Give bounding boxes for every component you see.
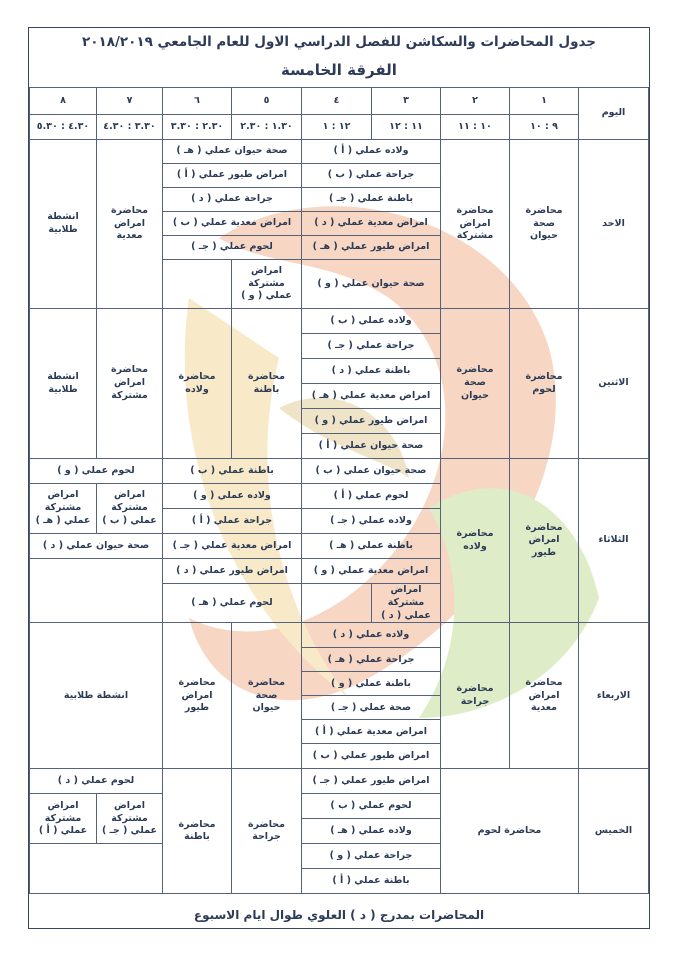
section-cell: جراحة عملي ( جـ ) bbox=[302, 334, 441, 359]
section-cell: لحوم عملي ( ب ) bbox=[302, 794, 441, 819]
day-monday: الاثنين bbox=[579, 309, 649, 459]
period-time: ١٠ : ١١ bbox=[441, 115, 510, 140]
section-cell: باطنة عملي ( و ) bbox=[302, 672, 441, 696]
empty-cell bbox=[302, 584, 372, 623]
section-cell: امراض معدية عملي ( هـ ) bbox=[302, 384, 441, 409]
section-cell: باطنة عملي ( أ ) bbox=[302, 869, 441, 894]
section-cell: امراض طيور عملي ( ب ) bbox=[302, 744, 441, 769]
section-cell: امراض طيور عملي ( د ) bbox=[163, 559, 302, 584]
section-cell: امراض مشتركة عملي ( هـ ) bbox=[30, 484, 97, 534]
period-time: ٣.٣٠ : ٤.٣٠ bbox=[97, 115, 163, 140]
section-cell: امراض معدية عملي ( و ) bbox=[302, 559, 441, 584]
lecture-cell: محاضرة صحة حيوان bbox=[510, 140, 579, 309]
period-header: ٣ bbox=[372, 88, 441, 115]
section-cell: لحوم عملي ( و ) bbox=[30, 459, 163, 484]
lecture-cell: محاضرة امراض مشتركة bbox=[441, 140, 510, 309]
period-header: ٦ bbox=[163, 88, 232, 115]
section-cell: باطنة عملي ( هـ ) bbox=[302, 534, 441, 559]
section-cell: امراض مشتركة عملي ( و ) bbox=[232, 260, 302, 309]
section-cell: ولاده عملي ( د ) bbox=[302, 623, 441, 648]
section-cell: امراض طيور عملي ( أ ) bbox=[163, 164, 302, 188]
period-header: ٧ bbox=[97, 88, 163, 115]
section-cell: امراض مشتركة عملي ( ب ) bbox=[97, 484, 163, 534]
section-cell: لحوم عملي ( أ ) bbox=[302, 484, 441, 509]
lecture-cell: محاضرة صحة حيوان bbox=[441, 309, 510, 459]
period-header: ٥ bbox=[232, 88, 302, 115]
section-cell: باطنة عملي ( ب ) bbox=[163, 459, 302, 484]
page-title: جدول المحاضرات والسكاشن للفصل الدراسي الاول للعام الجامعي ٢٠١٨/٢٠١٩ bbox=[82, 34, 596, 50]
section-cell: امراض طيور عملي ( هـ ) bbox=[302, 236, 441, 260]
section-cell: ولاده عملي ( أ ) bbox=[302, 140, 441, 164]
lecture-cell: محاضرة ولاده bbox=[163, 309, 232, 459]
class-year-title: الفرقة الخامسة bbox=[281, 61, 397, 79]
section-cell: لحوم عملي ( د ) bbox=[30, 769, 163, 794]
empty-cell bbox=[30, 559, 163, 623]
section-cell: امراض معدية عملي ( جـ ) bbox=[163, 534, 302, 559]
day-sunday: الاحد bbox=[579, 140, 649, 309]
lecture-cell: محاضرة لحوم bbox=[441, 769, 579, 894]
lecture-cell: محاضرة جراحة bbox=[232, 769, 302, 894]
section-cell: صحة حيوان عملي ( و ) bbox=[302, 260, 441, 309]
lecture-cell: محاضرة باطنة bbox=[232, 309, 302, 459]
period-time: ١.٣٠ : ٢.٣٠ bbox=[232, 115, 302, 140]
period-header: ٨ bbox=[30, 88, 97, 115]
empty-cell bbox=[163, 260, 232, 309]
footer-note: المحاضرات بمدرج ( د ) العلوي طوال ايام الاسبوع bbox=[193, 908, 485, 922]
lecture-cell: محاضرة امراض طيور bbox=[163, 623, 232, 769]
section-cell: صحة عملي ( جـ ) bbox=[302, 696, 441, 720]
lecture-cell: محاضرة امراض معدية bbox=[97, 140, 163, 309]
section-cell: جراحة عملي ( هـ ) bbox=[302, 648, 441, 672]
day-column-header: اليوم bbox=[579, 88, 649, 140]
period-header: ٤ bbox=[302, 88, 372, 115]
activities-cell: انشطة طلابية bbox=[30, 309, 97, 459]
section-cell: لحوم عملي ( هـ ) bbox=[163, 584, 302, 623]
lecture-cell: محاضرة ولاده bbox=[441, 459, 510, 623]
section-cell: امراض مشتركة عملي ( جـ ) bbox=[97, 794, 163, 844]
lecture-cell: محاضرة صحة حيوان bbox=[232, 623, 302, 769]
section-cell: ولاده عملي ( ب ) bbox=[302, 309, 441, 334]
section-cell: جراحة عملي ( و ) bbox=[302, 844, 441, 869]
section-cell: صحة حيوان عملي ( هـ ) bbox=[163, 140, 302, 164]
period-time: ٢.٣٠ : ٣.٣٠ bbox=[163, 115, 232, 140]
period-time: ١٢ : ١ bbox=[302, 115, 372, 140]
section-cell: امراض طيور عملي ( و ) bbox=[302, 409, 441, 434]
section-cell: باطنة عملي ( د ) bbox=[302, 359, 441, 384]
activities-cell: انشطة طلابية bbox=[30, 623, 163, 769]
section-cell: ولاده عملي ( جـ ) bbox=[302, 509, 441, 534]
section-cell: صحة حيوان عملي ( د ) bbox=[30, 534, 163, 559]
lecture-cell: محاضرة لحوم bbox=[510, 309, 579, 459]
lecture-cell: محاضرة جراحة bbox=[441, 623, 510, 769]
section-cell: صحة حيوان عملي ( أ ) bbox=[302, 434, 441, 459]
section-cell: ولاده عملي ( هـ ) bbox=[302, 819, 441, 844]
period-header: ٢ bbox=[441, 88, 510, 115]
section-cell: باطنة عملي ( جـ ) bbox=[302, 188, 441, 212]
lecture-cell: محاضرة امراض طيور bbox=[510, 459, 579, 623]
lecture-cell: محاضرة امراض معدية bbox=[510, 623, 579, 769]
section-cell: امراض معدية عملي ( ب ) bbox=[163, 212, 302, 236]
section-cell: ولاده عملي ( و ) bbox=[163, 484, 302, 509]
lecture-cell: محاضرة باطنة bbox=[163, 769, 232, 894]
lecture-cell: محاضرة امراض مشتركة bbox=[97, 309, 163, 459]
day-wednesday: الاربعاء bbox=[579, 623, 649, 769]
schedule-table bbox=[29, 87, 649, 894]
period-header: ١ bbox=[510, 88, 579, 115]
section-cell: صحة حيوان عملي ( ب ) bbox=[302, 459, 441, 484]
empty-cell bbox=[30, 844, 163, 894]
schedule-sheet bbox=[28, 27, 650, 929]
section-cell: جراحة عملي ( ب ) bbox=[302, 164, 441, 188]
section-cell: امراض معدية عملي ( د ) bbox=[302, 212, 441, 236]
section-cell: امراض مشتركة عملي ( أ ) bbox=[30, 794, 97, 844]
section-cell: جراحة عملي ( أ ) bbox=[163, 509, 302, 534]
section-cell: لحوم عملي ( جـ ) bbox=[163, 236, 302, 260]
period-time: ٤.٣٠ : ٥.٣٠ bbox=[30, 115, 97, 140]
section-cell: امراض معدية عملي ( أ ) bbox=[302, 720, 441, 744]
period-time: ١١ : ١٢ bbox=[372, 115, 441, 140]
section-cell: جراحة عملي ( د ) bbox=[163, 188, 302, 212]
section-cell: امراض طيور عملي ( جـ ) bbox=[302, 769, 441, 794]
section-cell: امراض مشتركة عملي ( د ) bbox=[372, 584, 441, 623]
day-tuesday: الثلاثاء bbox=[579, 459, 649, 623]
day-thursday: الخميس bbox=[579, 769, 649, 894]
period-time: ٩ : ١٠ bbox=[510, 115, 579, 140]
activities-cell: انشطة طلابية bbox=[30, 140, 97, 309]
